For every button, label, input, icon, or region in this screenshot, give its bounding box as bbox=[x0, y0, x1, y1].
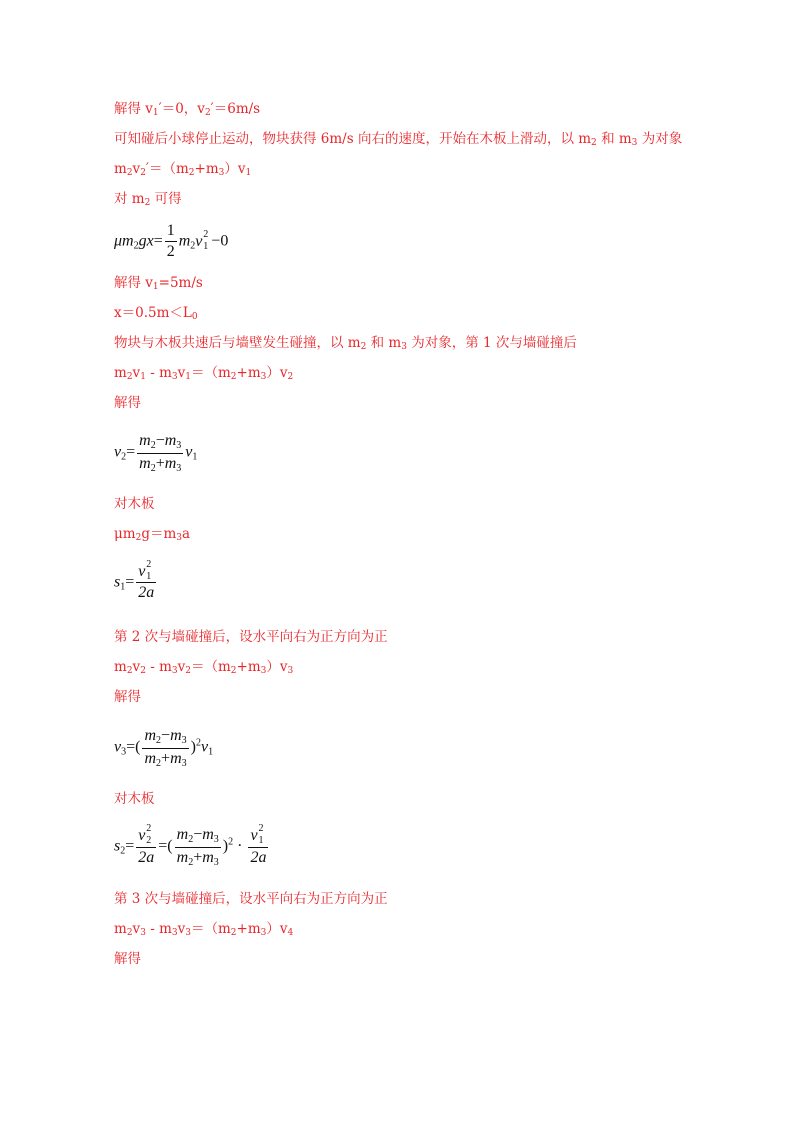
text-line: $\mu m_2g=m_3a$ bbox=[114, 526, 191, 543]
text-line: $m_2v_1 - m_3v_1=(m_2+m_3)v_2$ bbox=[114, 365, 294, 382]
text-line: 解得 bbox=[114, 395, 141, 411]
text-line: 物块与木板共速后与墙壁发生碰撞，以 $m_2$ 和 $m_3$ 为对象，第 1 次与墙碰撞后 bbox=[114, 335, 577, 352]
equation-energy: $\mu m_2gx=$ $\frac{1}{2}$ $m_2v$ 2 1 −0 bbox=[114, 222, 229, 261]
text-line: $m_2v_3 - m_3v_3=(m_2+m_3)v_4$ bbox=[114, 921, 294, 938]
equation-s2: $s_2=$ v 2 2 2a =( $\frac{m_2-m_3}{m_2+m_3}$ )$^2$ · v 2 1 2a bbox=[114, 823, 267, 868]
text-line: 第 3 次与墙碰撞后，设水平向右为正方向为正 bbox=[114, 891, 388, 907]
text-line: $m_2v_2'=(m_2+m_3)v_1$ bbox=[114, 161, 252, 178]
equation-v3: $v_3=$( $\frac{m_2-m_3}{m_2+m_3}$ )$^2v_1$ bbox=[114, 727, 214, 769]
text-line: 对 $m_2$ 可得 bbox=[114, 191, 182, 208]
text-line: 第 2 次与墙碰撞后，设水平向右为正方向为正 bbox=[114, 629, 388, 645]
text-line: 解得 bbox=[114, 689, 141, 705]
text-line: 解得 $v_1'=0$，$v_2'=6m/s$ bbox=[114, 101, 261, 118]
text-line: $x=0.5m<L_0$ bbox=[114, 305, 198, 322]
equation-s1: $s_1=$ v 2 1 2a bbox=[114, 559, 155, 602]
equation-v2: $v_2=$ $\frac{m_2-m_3}{m_2+m_3}$ $v_1$ bbox=[114, 432, 198, 474]
text-line: 对木板 bbox=[114, 791, 155, 807]
text-line: $m_2v_2 - m_3v_2=(m_2+m_3)v_3$ bbox=[114, 659, 294, 676]
text-line: 解得 bbox=[114, 951, 141, 967]
text-line: 可知碰后小球停止运动，物块获得 6m/s 向右的速度，开始在木板上滑动，以 $m_2$ 和 $m_3$ 为对象 bbox=[114, 131, 683, 148]
text-line: 对木板 bbox=[114, 496, 155, 512]
text-line: 解得 $v_1=5m/s$ bbox=[114, 275, 203, 292]
